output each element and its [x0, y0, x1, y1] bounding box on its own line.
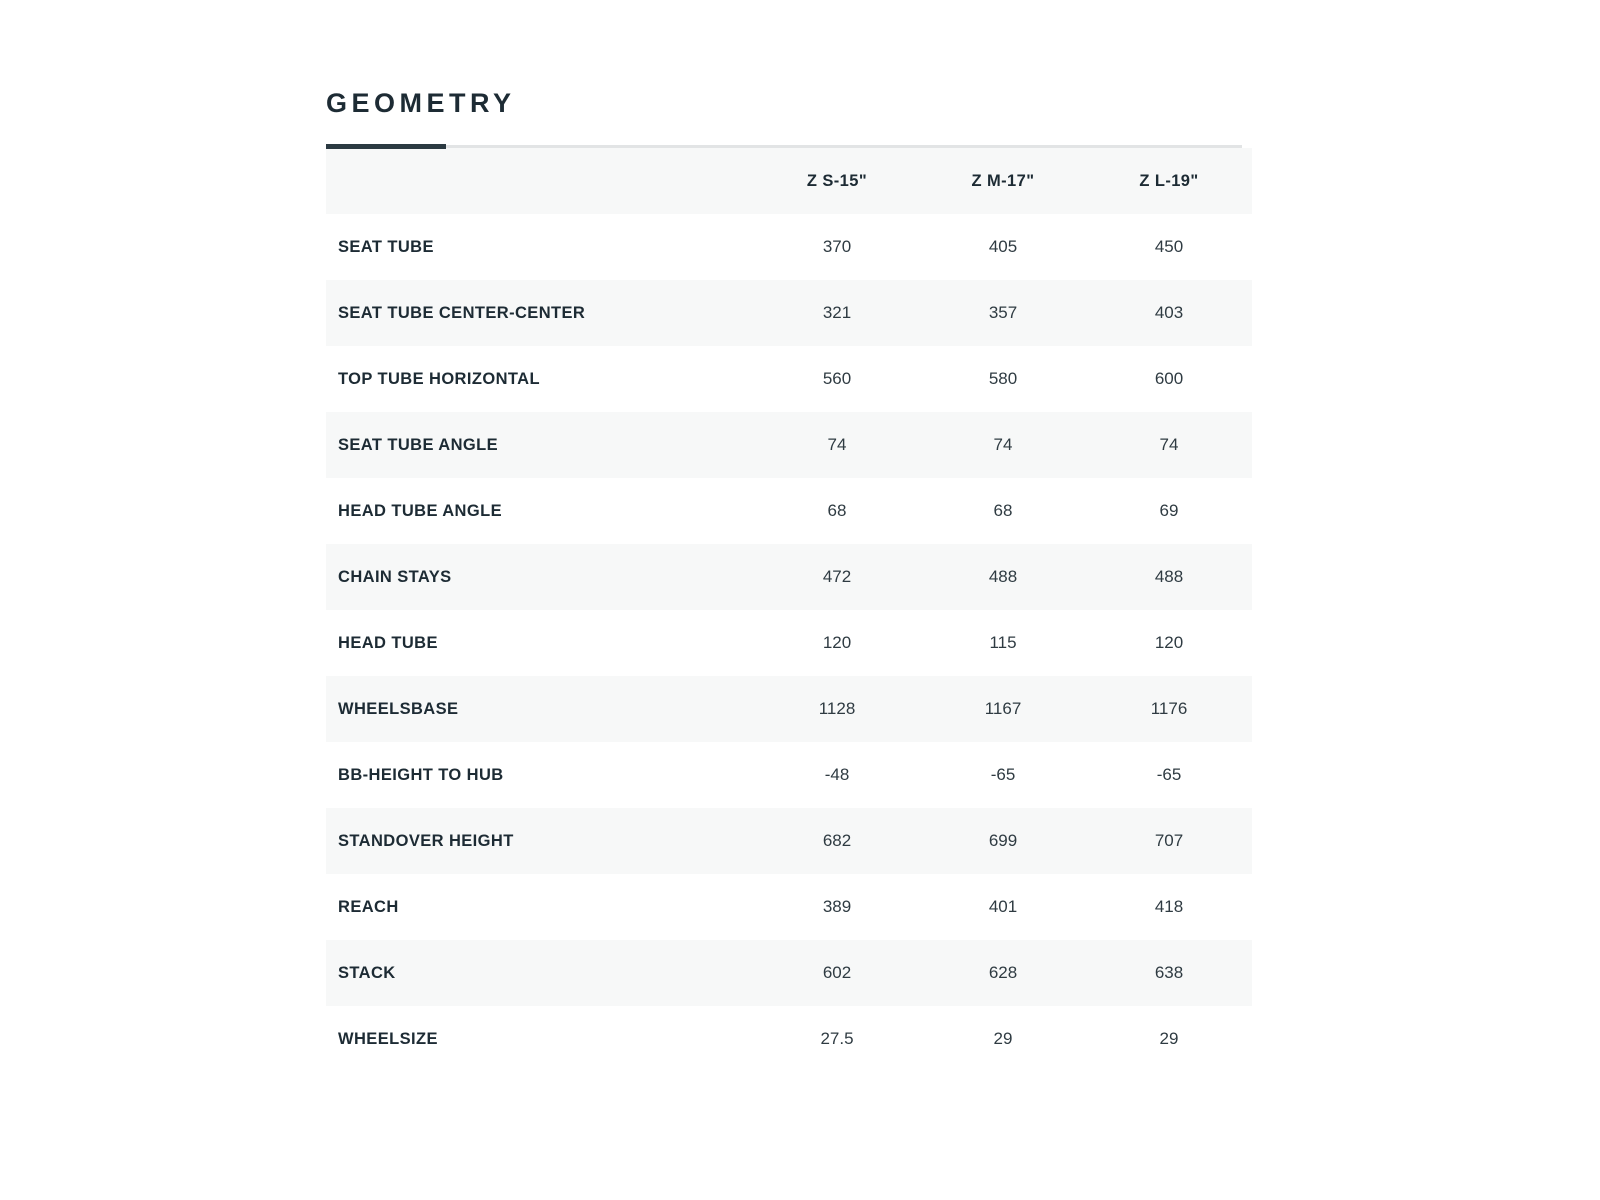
row-label: BB-HEIGHT TO HUB — [338, 765, 504, 784]
row-value-m: 488 — [988, 567, 1018, 586]
row-value-s: 560 — [822, 369, 852, 388]
table-header — [326, 148, 1252, 214]
row-value-s: 68 — [827, 501, 847, 520]
table-row — [326, 874, 1252, 940]
row-value-s: 389 — [822, 897, 852, 916]
row-value-m: 29 — [993, 1029, 1013, 1048]
row-label: TOP TUBE HORIZONTAL — [338, 369, 540, 388]
row-value-s: 1128 — [818, 699, 856, 718]
row-value-m: -65 — [990, 765, 1016, 784]
row-value-l: 1176 — [1150, 699, 1188, 718]
row-value-l: 638 — [1154, 963, 1184, 982]
column-header-size-m: Z M-17" — [971, 171, 1035, 190]
table-row — [326, 214, 1252, 280]
row-value-s: 120 — [822, 633, 852, 652]
row-label: HEAD TUBE — [338, 633, 438, 652]
row-label: SEAT TUBE ANGLE — [338, 435, 499, 454]
row-label: STANDOVER HEIGHT — [338, 831, 514, 850]
row-value-m: 401 — [988, 897, 1018, 916]
table-row — [326, 544, 1252, 610]
row-value-l: 707 — [1154, 831, 1184, 850]
table-row — [326, 676, 1252, 742]
row-label: SEAT TUBE CENTER-CENTER — [338, 303, 586, 322]
row-value-l: 74 — [1159, 435, 1179, 454]
table-body — [326, 214, 1252, 1072]
table-row — [326, 610, 1252, 676]
row-value-m: 699 — [988, 831, 1018, 850]
row-value-s: 682 — [822, 831, 852, 850]
row-value-s: 27.5 — [820, 1029, 854, 1048]
table-row — [326, 940, 1252, 1006]
column-header-size-s: Z S-15" — [806, 171, 868, 190]
column-header-size-l: Z L-19" — [1139, 171, 1199, 190]
row-value-l: 120 — [1154, 633, 1184, 652]
row-value-s: 472 — [822, 567, 852, 586]
row-value-m: 580 — [988, 369, 1018, 388]
section-divider-accent — [326, 144, 446, 149]
column-header-measure — [326, 148, 754, 214]
row-value-s: -48 — [824, 765, 850, 784]
row-value-m: 115 — [989, 633, 1017, 652]
table-row — [326, 478, 1252, 544]
row-value-l: -65 — [1156, 765, 1182, 784]
row-label: STACK — [338, 963, 396, 982]
page-title: GEOMETRY — [326, 88, 516, 118]
table-row — [326, 412, 1252, 478]
row-value-l: 29 — [1159, 1029, 1179, 1048]
row-label: HEAD TUBE ANGLE — [338, 501, 502, 520]
row-value-s: 321 — [822, 303, 852, 322]
row-value-m: 357 — [988, 303, 1018, 322]
row-value-s: 602 — [822, 963, 852, 982]
geometry-section — [326, 88, 1242, 1072]
table-row — [326, 1006, 1252, 1072]
row-label: CHAIN STAYS — [338, 567, 452, 586]
row-value-l: 488 — [1154, 567, 1184, 586]
section-divider — [326, 145, 1242, 148]
row-label: WHEELSIZE — [338, 1029, 438, 1048]
row-value-m: 405 — [988, 237, 1018, 256]
table-row — [326, 346, 1252, 412]
row-label: REACH — [338, 897, 399, 916]
row-value-s: 74 — [827, 435, 847, 454]
row-value-l: 418 — [1154, 897, 1184, 916]
row-value-m: 68 — [993, 501, 1013, 520]
table-row — [326, 808, 1252, 874]
row-value-m: 74 — [993, 435, 1013, 454]
table-row — [326, 742, 1252, 808]
row-value-l: 600 — [1154, 369, 1184, 388]
row-value-m: 1167 — [984, 699, 1022, 718]
row-value-l: 69 — [1159, 501, 1179, 520]
row-value-l: 403 — [1154, 303, 1184, 322]
table-header-row — [326, 148, 1252, 214]
row-value-l: 450 — [1154, 237, 1184, 256]
table-row — [326, 280, 1252, 346]
geometry-table — [326, 148, 1252, 1072]
row-value-s: 370 — [822, 237, 852, 256]
row-label: WHEELSBASE — [338, 699, 459, 718]
row-label: SEAT TUBE — [338, 237, 434, 256]
row-value-m: 628 — [988, 963, 1018, 982]
